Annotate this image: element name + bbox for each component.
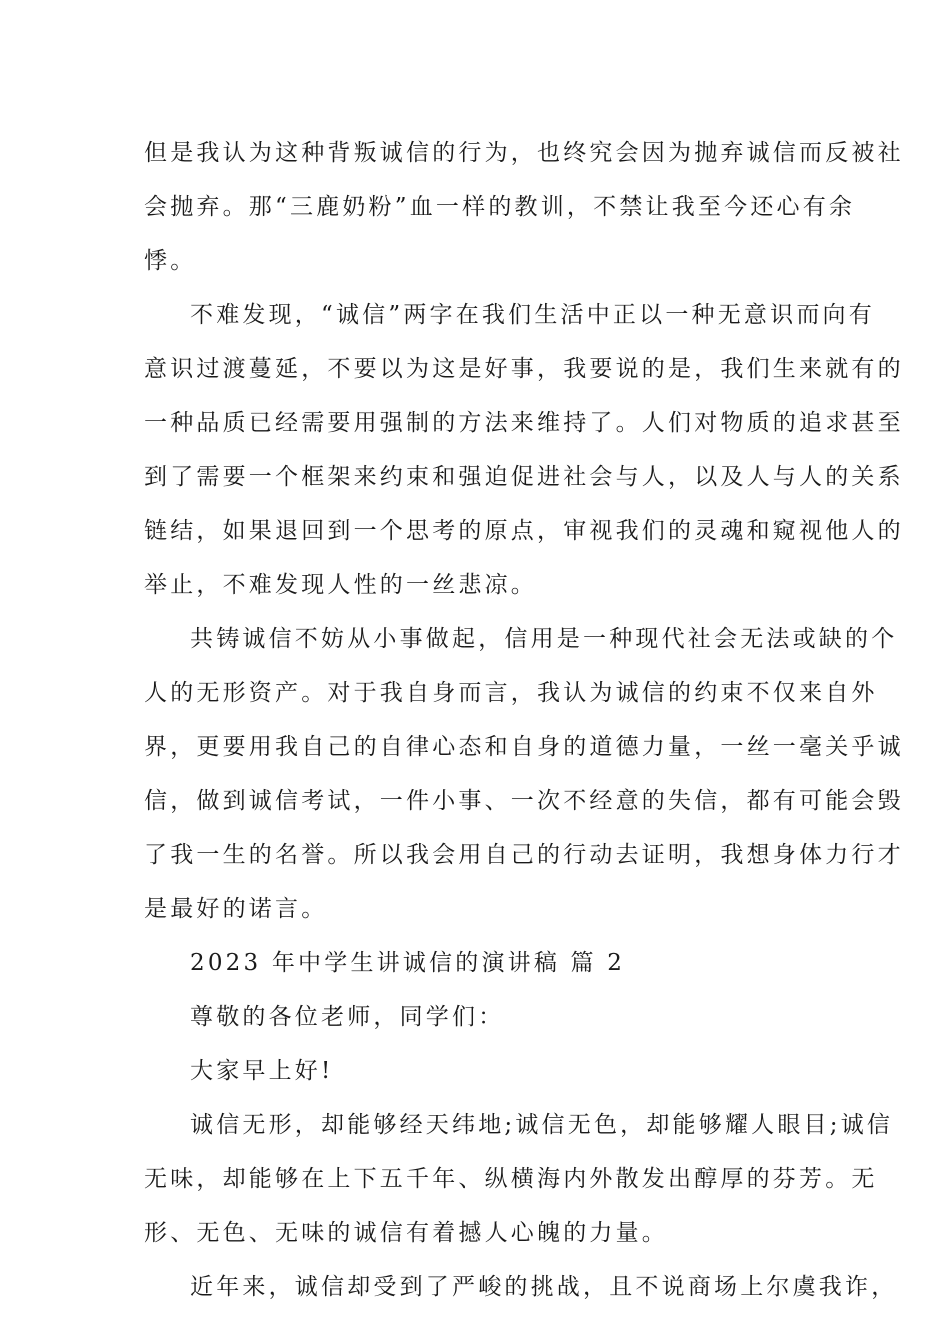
text-line: 是最好的诺言。 [144,896,328,922]
text-line: 2023 年中学生讲诚信的演讲稿 篇 2 [190,950,626,976]
text-line: 意识过渡蔓延，不要以为这是好事，我要说的是，我们生来就有的 [144,356,904,382]
text-line: 近年来，诚信却受到了严峻的挑战，且不说商场上尔虞我诈， [190,1274,898,1300]
text-line: 悸。 [144,248,197,274]
text-line: 链结，如果退回到一个思考的原点，审视我们的灵魂和窥视他人的 [144,518,904,544]
text-line: 形、无色、无味的诚信有着撼人心魄的力量。 [144,1220,668,1246]
document-body [144,126,904,1314]
text-line: 无味，却能够在上下五千年、纵横海内外散发出醇厚的芬芳。无 [144,1166,878,1192]
text-line: 会抛弃。那“三鹿奶粉”血一样的教训，不禁让我至今还心有余 [144,194,856,220]
text-line: 不难发现，“诚信”两字在我们生活中正以一种无意识而向有 [190,302,875,328]
text-line: 人的无形资产。对于我自身而言，我认为诚信的约束不仅来自外 [144,680,878,706]
text-line: 尊敬的各位老师，同学们： [190,1004,505,1030]
text-line: 诚信无形，却能够经天纬地;诚信无色，却能够耀人眼目;诚信 [190,1112,894,1138]
text-line: 大家早上好! [190,1058,334,1084]
text-line: 信，做到诚信考试，一件小事、一次不经意的失信，都有可能会毁 [144,788,904,814]
text-line: 了我一生的名誉。所以我会用自己的行动去证明，我想身体力行才 [144,842,904,868]
text-line: 界，更要用我自己的自律心态和自身的道德力量，一丝一毫关乎诚 [144,734,904,760]
text-line: 举止，不难发现人性的一丝悲凉。 [144,572,537,598]
text-line: 共铸诚信不妨从小事做起，信用是一种现代社会无法或缺的个 [190,626,898,652]
text-line: 一种品质已经需要用强制的方法来维持了。人们对物质的追求甚至 [144,410,904,436]
text-line: 但是我认为这种背叛诚信的行为，也终究会因为抛弃诚信而反被社 [144,140,904,166]
text-line: 到了需要一个框架来约束和强迫促进社会与人，以及人与人的关系 [144,464,904,490]
